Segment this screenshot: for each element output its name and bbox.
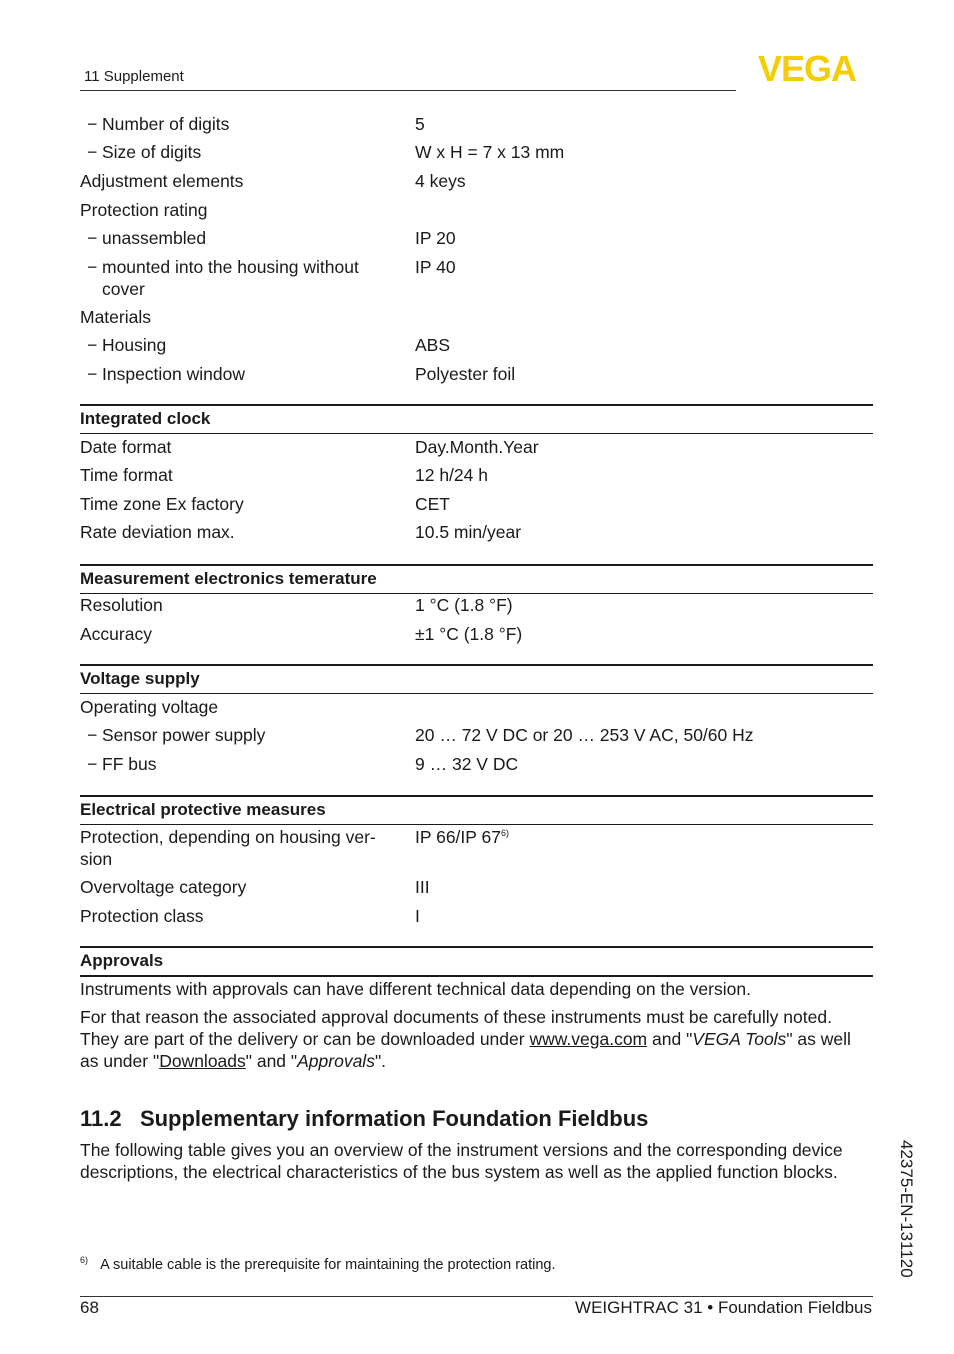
approvals-text-1: Instruments with approvals can have different technical data depending on the version.: [80, 979, 751, 999]
spec-label: Resolution: [80, 595, 163, 615]
running-header: 11 Supplement: [84, 68, 184, 85]
spec-label: Time format: [80, 465, 173, 485]
spec-label: − FF bus: [87, 753, 402, 775]
spec-value: 9 … 32 V DC: [415, 754, 519, 774]
section-title-rule: [80, 693, 873, 694]
document-code: [880, 1140, 916, 1290]
spec-value: W x H = 7 x 13 mm: [415, 142, 565, 162]
footnote-mark: 6): [80, 1255, 89, 1266]
link-downloads[interactable]: Downloads: [159, 1051, 246, 1071]
spec-value: 10.5 min/year: [415, 522, 522, 542]
spec-value: 5: [415, 114, 425, 134]
spec-value: ±1 °C (1.8 °F): [415, 624, 523, 644]
spec-value: 4 keys: [415, 171, 466, 191]
spec-label: Operating voltage: [80, 697, 219, 717]
section-title-rule: [80, 824, 873, 825]
section-rule: [80, 795, 873, 797]
spec-label: − Size of digits: [87, 141, 402, 163]
document-title: WEIGHTRAC 31 • Foundation Fieldbus: [575, 1298, 872, 1317]
spec-label: Adjustment elements: [80, 171, 244, 191]
spec-value: CET: [415, 494, 450, 514]
section-title: Integrated clock: [80, 409, 211, 428]
footnote: [80, 1257, 556, 1273]
spec-label: Time zone Ex factory: [80, 494, 244, 514]
section-title: Approvals: [80, 951, 164, 970]
spec-label: Date format: [80, 437, 172, 457]
spec-label: Accuracy: [80, 624, 152, 644]
section-heading: 11.2 Supplementary information Foundation Fieldbus: [80, 1106, 649, 1131]
section-rule: [80, 946, 873, 948]
text-run: " as well as under ": [80, 1029, 851, 1071]
spec-label: − unassembled: [87, 227, 402, 249]
intro-text: The following table gives you an overview of the instrument versions and the corresponding device descriptions, the electrical characteristics of the bus system as well as the applied function blocks.: [80, 1140, 843, 1182]
section-title-rule: [80, 975, 873, 977]
spec-label: Protection, depending on housing ver-sion: [80, 827, 376, 869]
spec-label: − mounted into the housing without cover: [87, 256, 402, 300]
text-run: " and ": [245, 1051, 298, 1071]
spec-label: Protection rating: [80, 200, 208, 220]
spec-label: − Sensor power supply: [87, 724, 402, 746]
text-run: and ": [647, 1029, 693, 1049]
vega-logo: [740, 48, 874, 89]
text-run: VEGA Tools: [692, 1029, 787, 1049]
spec-value: Polyester foil: [415, 364, 516, 384]
section-title: Measurement electronics temerature: [80, 569, 377, 588]
spec-value: IP 40: [415, 257, 456, 277]
spec-value: Day.Month.Year: [415, 437, 539, 457]
footnote-ref: 6): [500, 828, 509, 839]
section-title: Voltage supply: [80, 669, 200, 688]
spec-value: I: [415, 906, 420, 926]
link-vega-com[interactable]: www.vega.com: [529, 1029, 648, 1049]
page-number: 68: [80, 1298, 99, 1317]
spec-label: − Housing: [87, 334, 402, 356]
spec-value: IP 66/IP 67$^{6)}$: [415, 827, 509, 847]
spec-label: Protection class: [80, 906, 204, 926]
svg-text:42375-EN-131120: 42375-EN-131120: [897, 1140, 916, 1278]
spec-value: 1 °C (1.8 °F): [415, 595, 513, 615]
spec-value: ABS: [415, 335, 451, 355]
approvals-text-2: [80, 1006, 873, 1072]
spec-value: 12 h/24 h: [415, 465, 488, 485]
section-rule: [80, 664, 873, 666]
section-rule: [80, 404, 873, 406]
section-rule: [80, 564, 873, 566]
spec-value: IP 20: [415, 228, 456, 248]
svg-text:VEGA: VEGA: [757, 48, 857, 89]
text-run: ".: [374, 1051, 387, 1071]
section-title: Electrical protective measures: [80, 800, 326, 819]
section-title-rule: [80, 433, 873, 434]
spec-label: − Inspection window: [87, 363, 402, 385]
spec-label: Overvoltage category: [80, 877, 247, 897]
header-rule: [80, 90, 736, 91]
footnote-text: A suitable cable is the prerequisite for maintaining the protection rating.: [100, 1257, 556, 1273]
spec-label: Materials: [80, 307, 151, 327]
spec-value: III: [415, 877, 430, 897]
spec-label: Rate deviation max.: [80, 522, 235, 542]
text-run: Approvals: [297, 1051, 375, 1071]
spec-value: 20 … 72 V DC or 20 … 253 V AC, 50/60 Hz: [415, 725, 754, 745]
footer-rule: [80, 1296, 873, 1297]
spec-label: − Number of digits: [87, 113, 402, 135]
text-run: For that reason the associated approval documents of these instruments must be carefully noted. They are part of the delivery or can be downloaded under: [80, 1007, 832, 1049]
